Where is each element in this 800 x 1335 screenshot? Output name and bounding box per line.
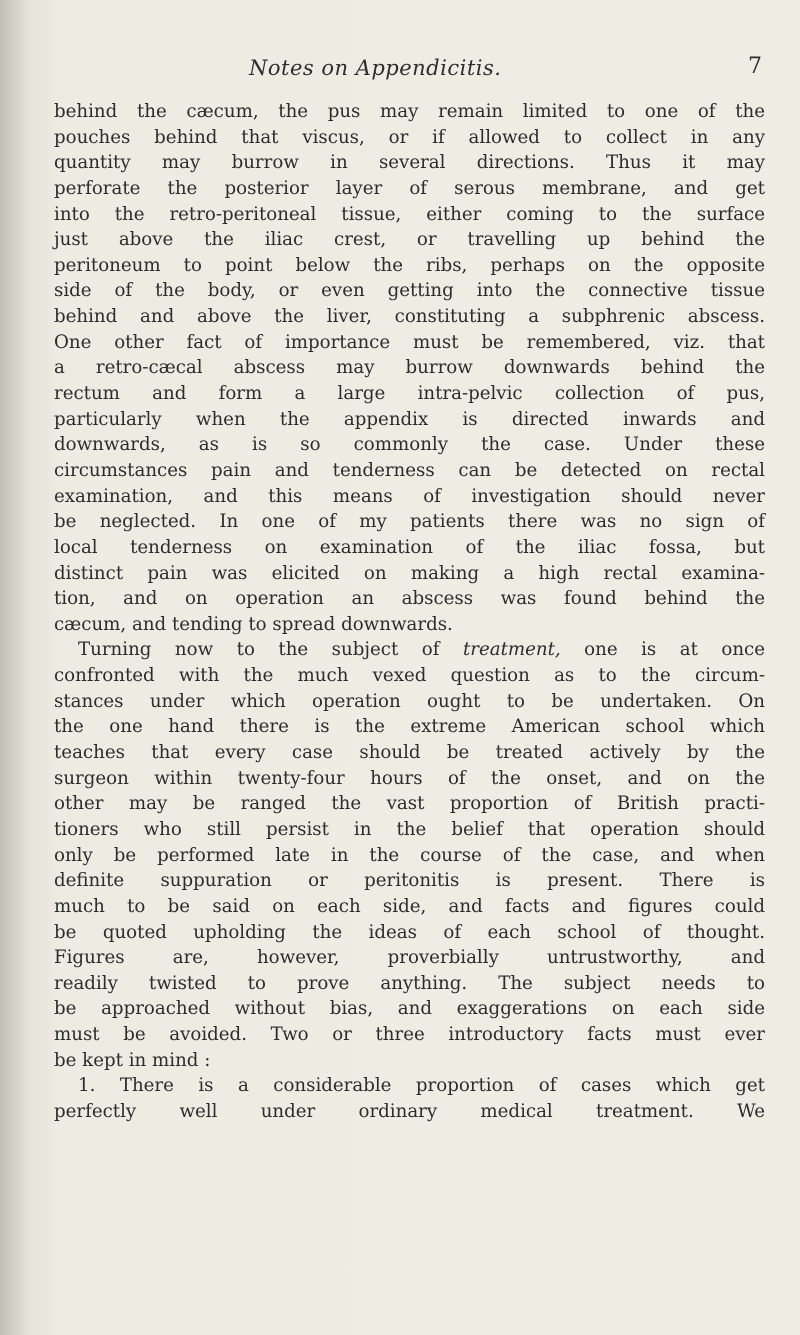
text-line: circumstances pain and tenderness can be detected on rectal	[54, 459, 765, 481]
text-run: one is at once	[560, 639, 766, 661]
text-run: Turning now to the subject of	[78, 639, 463, 661]
text-line: downwards, as is so commonly the case. Under these	[54, 434, 765, 456]
text-line: be kept in mind :	[54, 1049, 211, 1071]
text-line: Figures are, however, proverbially untrustworthy, and	[54, 947, 765, 969]
text-line: tion, and on operation an abscess was found behind the	[54, 588, 765, 610]
italic-term: treatment,	[462, 639, 561, 661]
text-line: much to be said on each side, and facts and figures could	[54, 895, 765, 917]
text-line: surgeon within twenty-four hours of the onset, and on the	[54, 767, 765, 789]
text-line: local tenderness on examination of the iliac fossa, but	[54, 536, 765, 558]
text-line: particularly when the appendix is directed inwards and	[54, 408, 765, 430]
text-line: examination, and this means of investigation should never	[54, 485, 765, 507]
text-line: definite suppuration or peritonitis is present. There is	[54, 870, 765, 892]
paragraph-first-line	[54, 637, 765, 663]
text-line: must be avoided. Two or three introductory facts must ever	[54, 1024, 765, 1046]
text-line: readily twisted to prove anything. The subject needs to	[54, 972, 765, 994]
page-number: 7	[748, 54, 762, 79]
text-line: be neglected. In one of my patients there was no sign of	[54, 511, 765, 533]
text-line: behind the cæcum, the pus may remain limited to one of the	[54, 101, 765, 122]
text-line: tioners who still persist in the belief that operation should	[54, 818, 765, 840]
text-line: behind and above the liver, constituting a subphrenic abscess.	[54, 306, 765, 328]
text-line: into the retro-peritoneal tissue, either coming to the surface	[54, 203, 765, 225]
text-line: rectum and form a large intra-pelvic collection of pus,	[54, 383, 765, 405]
body-text	[54, 99, 765, 1125]
text-line: be quoted upholding the ideas of each school of thought.	[54, 921, 765, 943]
text-line: confronted with the much vexed question as to the circum-	[54, 665, 765, 687]
text-line: a retro-cæcal abscess may burrow downwards behind the	[54, 357, 765, 379]
text-line: peritoneum to point below the ribs, perhaps on the opposite	[54, 254, 765, 276]
text-line: teaches that every case should be treated actively by the	[54, 742, 765, 764]
page-header	[54, 56, 764, 86]
text-line: cæcum, and tending to spread downwards.	[54, 613, 453, 635]
text-line: side of the body, or even getting into the connective tissue	[54, 280, 765, 302]
text-line: be approached without bias, and exaggerations on each side	[54, 998, 765, 1020]
text-line: other may be ranged the vast proportion of British practi-	[54, 793, 765, 815]
running-head: Notes on Appendicitis.	[249, 56, 502, 80]
list-item-first-line: 1. There is a considerable proportion of cases which get	[78, 1075, 765, 1097]
text-line: stances under which operation ought to be undertaken. On	[54, 690, 765, 712]
text-line: perfectly well under ordinary medical treatment. We	[54, 1100, 765, 1122]
text-line: only be performed late in the course of the case, and when	[54, 844, 765, 866]
text-line: distinct pain was elicited on making a high rectal examina-	[54, 562, 765, 584]
text-line: the one hand there is the extreme American school which	[54, 716, 765, 738]
text-line: quantity may burrow in several directions. Thus it may	[54, 152, 765, 174]
gutter-shadow	[0, 0, 30, 1335]
text-line: One other fact of importance must be remembered, viz. that	[54, 331, 765, 353]
text-line: pouches behind that viscus, or if allowed to collect in any	[54, 126, 765, 148]
text-line: just above the iliac crest, or travelling up behind the	[54, 229, 765, 251]
text-line: perforate the posterior layer of serous membrane, and get	[54, 177, 765, 199]
